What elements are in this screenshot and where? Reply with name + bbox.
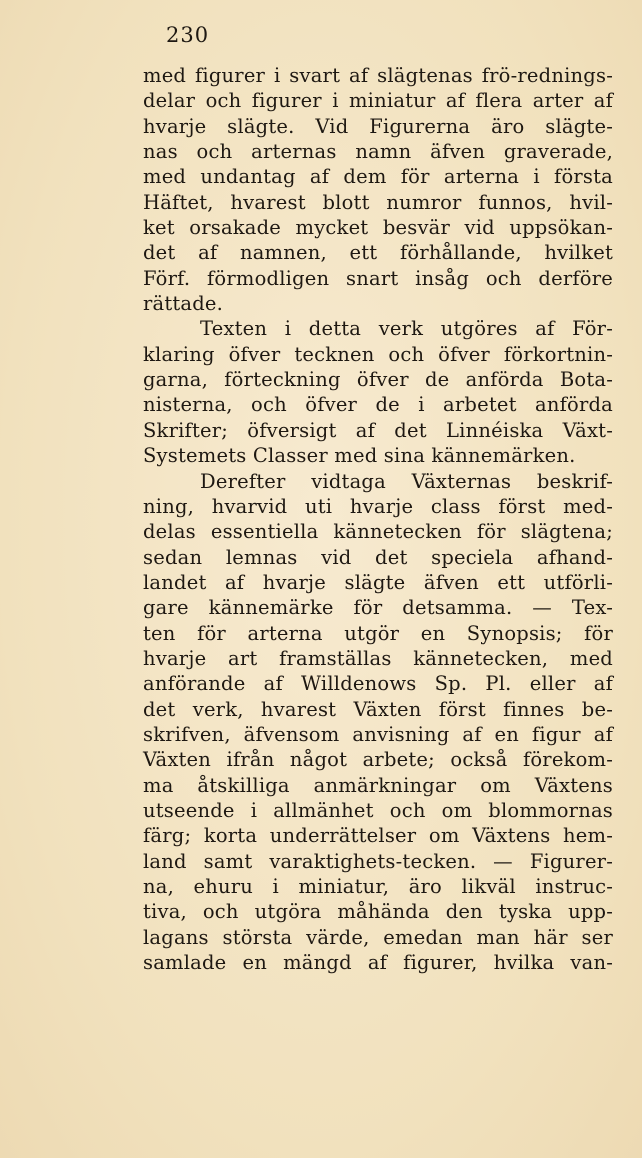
text-line: landet af hvarje slägte äfven ett utförli- [143,570,613,594]
text-line: ten för arterna utgör en Synopsis; för [143,621,613,645]
text-line: det verk, hvarest Växten först finnes be- [143,697,613,721]
text-line: Häftet, hvarest blott numror funnos, hvil- [143,190,613,214]
text-line: klaring öfver tecknen och öfver förkortnin- [143,342,613,366]
text-line: sedan lemnas vid det speciela afhand- [143,545,613,569]
text-line: utseende i allmänhet och om blommornas [143,798,613,822]
text-line: med undantag af dem för arterna i första [143,165,613,189]
text-line: nas och arternas namn äfven graverade, [143,140,613,164]
text-line: ma åtskilliga anmärkningar om Växtens [143,773,613,797]
text-line: skrifven, äfvensom anvisning af en figur af [143,722,613,746]
page-number: 230 [166,23,210,47]
text-line: färg; korta underrättelser om Växtens hem- [143,824,613,848]
text-line: Systemets Classer med sina kännemärken. [143,444,576,468]
text-line: Förf. förmodligen snart insåg och derföre [143,266,613,290]
text-line: na, ehuru i miniatur, äro likväl instruc- [143,875,613,898]
text-line: nisterna, och öfver de i arbetet anförda [143,393,613,417]
text-line: Växten ifrån något arbete; också förekom- [143,748,613,772]
text-line: gare kännemärke för detsamma. — Tex- [143,596,613,620]
text-line: Skrifter; öfversigt af det Linnéiska Växt- [143,418,613,442]
text-line: det af namnen, ett förhållande, hvilket [143,241,613,265]
text-line: med figurer i svart af slägtenas frö-rednings- [143,64,613,87]
body-text [143,63,613,975]
text-line: Derefter vidtaga Växternas beskrif- [200,469,613,493]
text-line: land samt varaktighets-tecken. — Figurer- [143,849,613,873]
text-line: delas essentiella kännetecken för slägtena; [143,520,613,544]
text-line: ket orsakade mycket besvär vid uppsökan- [143,216,613,240]
text-line: rättade. [143,292,224,316]
text-line: hvarje art framställas kännetecken, med [143,646,613,670]
text-line: anförande af Willdenows Sp. Pl. eller af [143,672,613,696]
text-line: tiva, och utgöra måhända den tyska upp- [143,900,613,924]
text-line: delar och figurer i miniatur af flera arter af [143,89,613,113]
text-line: ning, hvarvid uti hvarje class först med- [143,494,613,518]
text-line: Texten i detta verk utgöres af För- [200,317,613,341]
text-line: garna, förteckning öfver de anförda Bota- [143,368,613,392]
text-line: lagans största värde, emedan man här ser [143,925,613,949]
text-line: samlade en mängd af figurer, hvilka van- [143,951,613,975]
text-line: hvarje slägte. Vid Figurerna äro slägte- [143,114,613,138]
